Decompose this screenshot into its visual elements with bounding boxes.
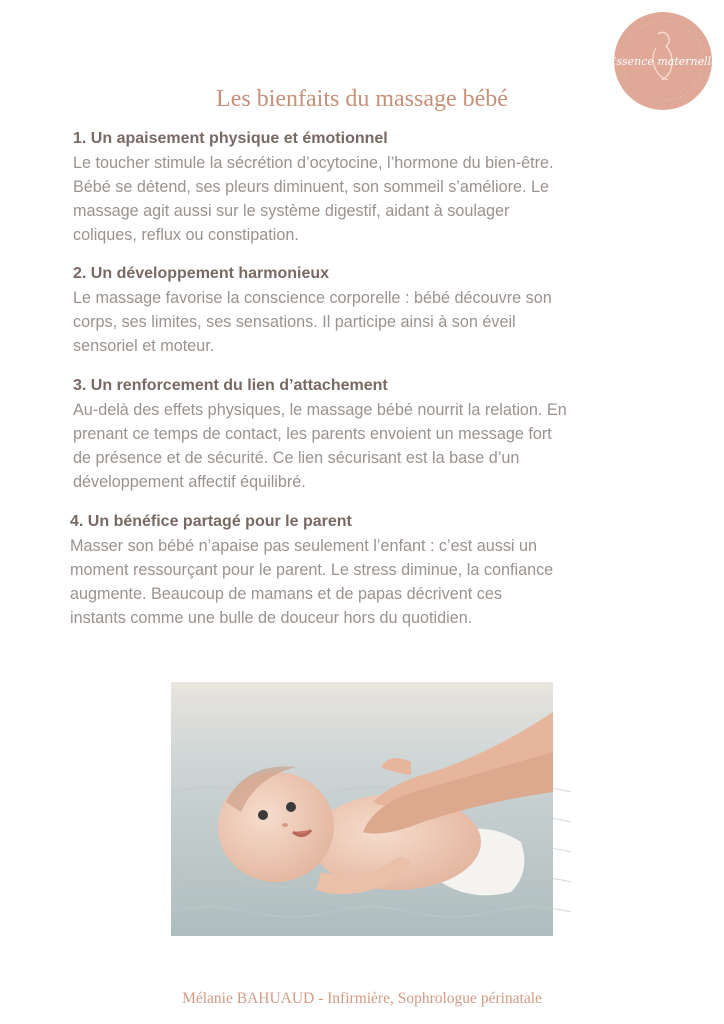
section-line: Au-delà des effets physiques, le massage bébé nourrit la relation. En	[73, 401, 567, 419]
section-line: instants comme une bulle de douceur hors du quotidien.	[70, 609, 473, 627]
section-line: augmente. Beaucoup de mamans et de papas décrivent ces	[70, 585, 502, 603]
footer-author: Mélanie BAHUAUD - Infirmière, Sophrologue périnatale	[182, 990, 542, 1007]
section-line: Le massage favorise la conscience corporelle : bébé découvre son	[73, 289, 552, 307]
section-heading: 1. Un apaisement physique et émotionnel	[73, 130, 388, 147]
section-heading: 4. Un bénéfice partagé pour le parent	[70, 513, 352, 530]
section-line: développement affectif équilibré.	[73, 473, 306, 491]
section-line: sensoriel et moteur.	[73, 337, 215, 355]
baby-massage-photo	[171, 682, 553, 936]
section-4	[70, 510, 670, 630]
logo-text: Essence maternelle	[608, 54, 718, 68]
section-3	[73, 374, 673, 494]
page-title: Les bienfaits du massage bébé	[216, 86, 508, 112]
section-line: coliques, reflux ou constipation.	[73, 226, 299, 244]
section-heading: 2. Un développement harmonieux	[73, 265, 330, 282]
section-line: prenant ce temps de contact, les parents envoient un message fort	[73, 425, 552, 443]
section-line: Le toucher stimule la sécrétion d’ocytocine, l’hormone du bien-être.	[73, 154, 554, 172]
section-line: massage agit aussi sur le système digestif, aidant à soulager	[73, 202, 510, 220]
section-line: corps, ses limites, ses sensations. Il participe ainsi à son éveil	[73, 313, 516, 331]
section-line: moment ressourçant pour le parent. Le stress diminue, la confiance	[70, 561, 554, 579]
section-1	[73, 127, 673, 247]
section-line: Masser son bébé n’apaise pas seulement l’enfant : c’est aussi un	[70, 537, 538, 555]
section-line: Bébé se détend, ses pleurs diminuent, son sommeil s’améliore. Le	[73, 178, 549, 196]
section-2	[73, 262, 673, 358]
section-heading: 3. Un renforcement du lien d’attachement	[73, 377, 388, 394]
section-line: de présence et de sécurité. Ce lien sécurisant est la base d’un	[73, 449, 520, 467]
